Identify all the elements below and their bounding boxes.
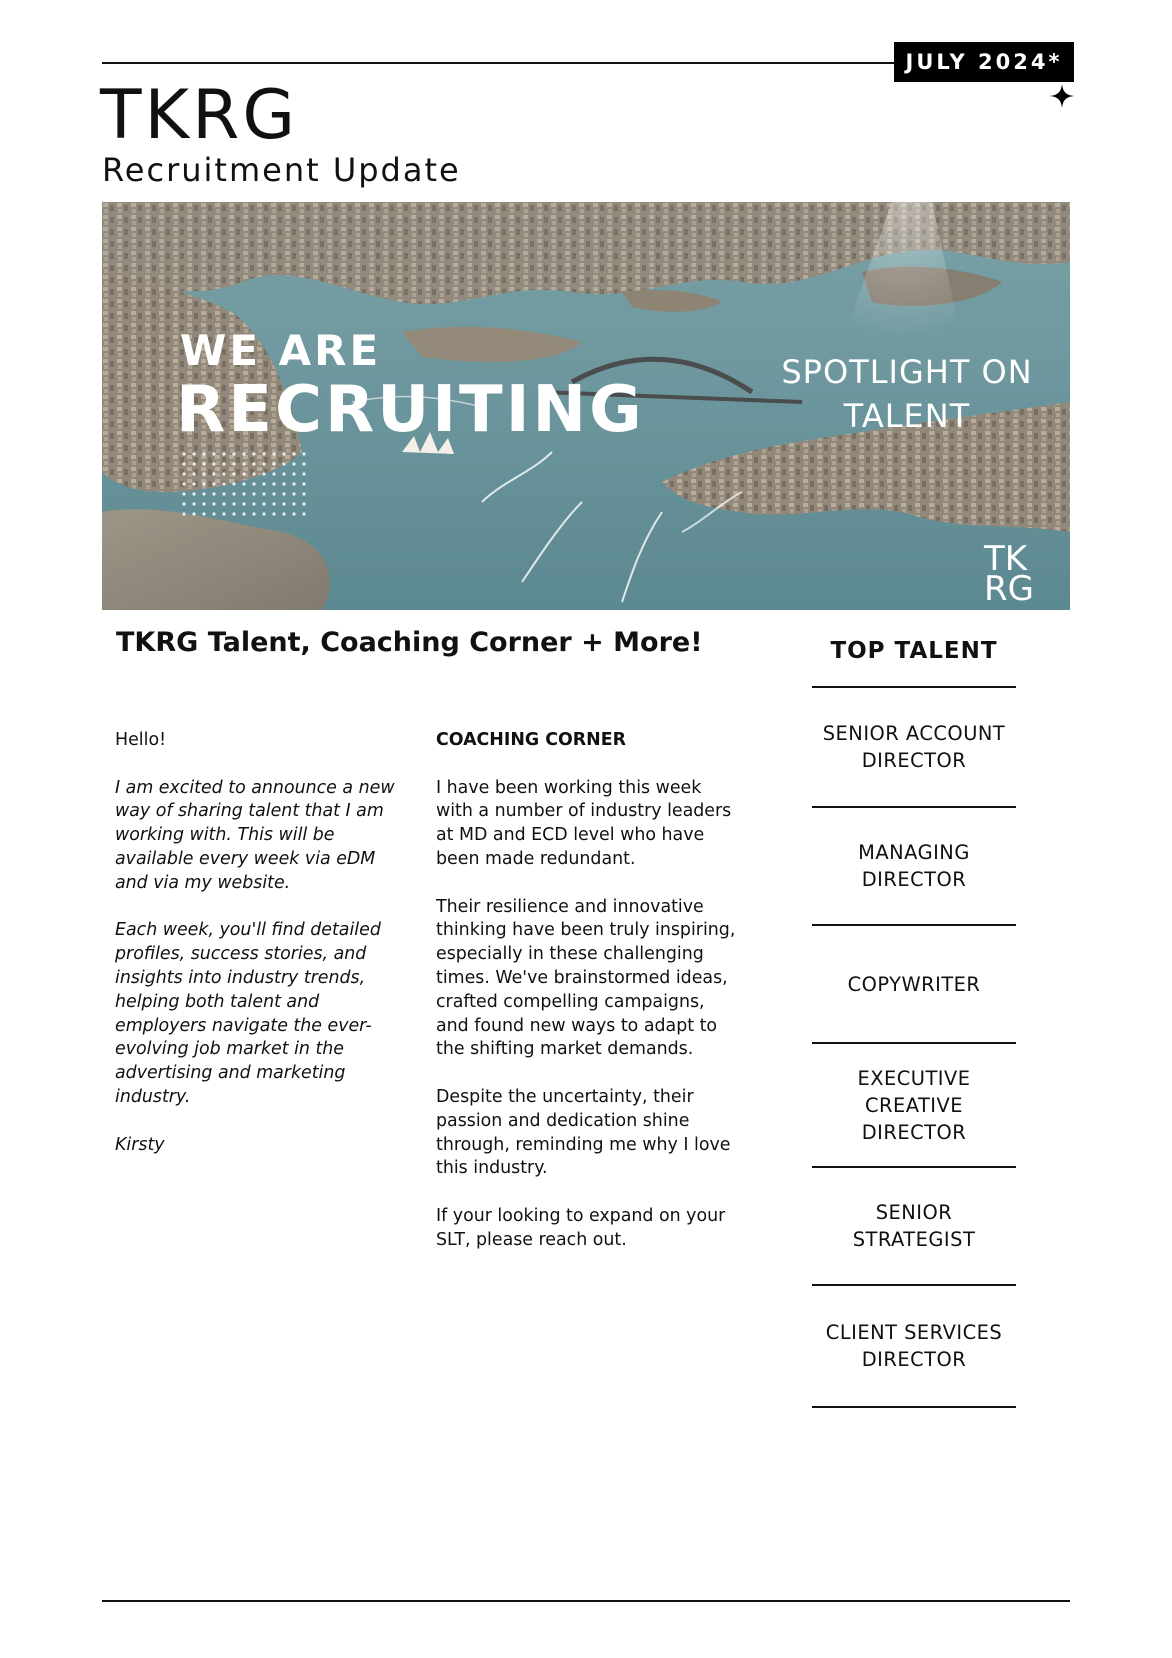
article-title: TKRG Talent, Coaching Corner + More!: [116, 627, 703, 658]
hero-logo-top: TK: [984, 539, 1028, 579]
hero-line-recruiting: RECRUITING: [176, 373, 645, 447]
talent-item: SENIOR STRATEGIST: [852, 1201, 976, 1251]
coaching-paragraph-2: Their resilience and innovative thinking have been truly inspiring, especially in these challenging times. We've brainstormed ideas, crafted compelling campaigns, and found new ways to adapt to the shifting market demands.: [436, 896, 736, 1060]
talent-item: CLIENT SERVICES DIRECTOR: [825, 1321, 1003, 1371]
coaching-column: [436, 729, 738, 1276]
footer-rule: [102, 1600, 1070, 1602]
hero-line-we-are: WE ARE: [180, 326, 382, 375]
talent-item: MANAGING DIRECTOR: [858, 841, 970, 891]
brand-title: TKRG: [100, 76, 299, 155]
top-talent-title: TOP TALENT: [830, 638, 998, 664]
intro-paragraph-2: Each week, you'll find detailed profiles, success stories, and insights into industry trends, helping both talent and employers navigate the ever-evolving job market in the advertising and marketing industry.: [115, 920, 381, 1107]
coaching-paragraph-3: Despite the uncertainty, their passion and dedication shine through, reminding me why I love this industry.: [436, 1086, 731, 1179]
intro-column: [115, 729, 411, 1181]
greeting: Hello!: [115, 730, 167, 750]
brand-subtitle: Recruitment Update: [102, 151, 461, 189]
hero-spotlight: SPOTLIGHT ON TALENT: [781, 353, 1033, 436]
talent-item: EXECUTIVE CREATIVE DIRECTOR: [857, 1066, 971, 1144]
signature: Kirsty: [115, 1134, 165, 1155]
hero-banner: [102, 202, 1070, 610]
talent-divider: [812, 1406, 1016, 1408]
hero-logo-bottom: RG: [984, 569, 1034, 609]
date-badge: JULY 2024*: [894, 42, 1074, 82]
header-rule: [102, 62, 894, 64]
coaching-paragraph-1: I have been working this week with a number of industry leaders at MD and ECD level who have been made redundant.: [436, 777, 732, 869]
talent-item: COPYWRITER: [847, 972, 981, 996]
talent-item: SENIOR ACCOUNT DIRECTOR: [822, 722, 1006, 772]
coaching-heading: COACHING CORNER: [436, 730, 626, 750]
coaching-paragraph-4: If your looking to expand on your SLT, please reach out.: [436, 1205, 726, 1250]
intro-paragraph-1: I am excited to announce a new way of sharing talent that I am working with. This will be available every week via eDM and via my website.: [115, 777, 395, 893]
sparkle-icon: [1050, 84, 1074, 108]
